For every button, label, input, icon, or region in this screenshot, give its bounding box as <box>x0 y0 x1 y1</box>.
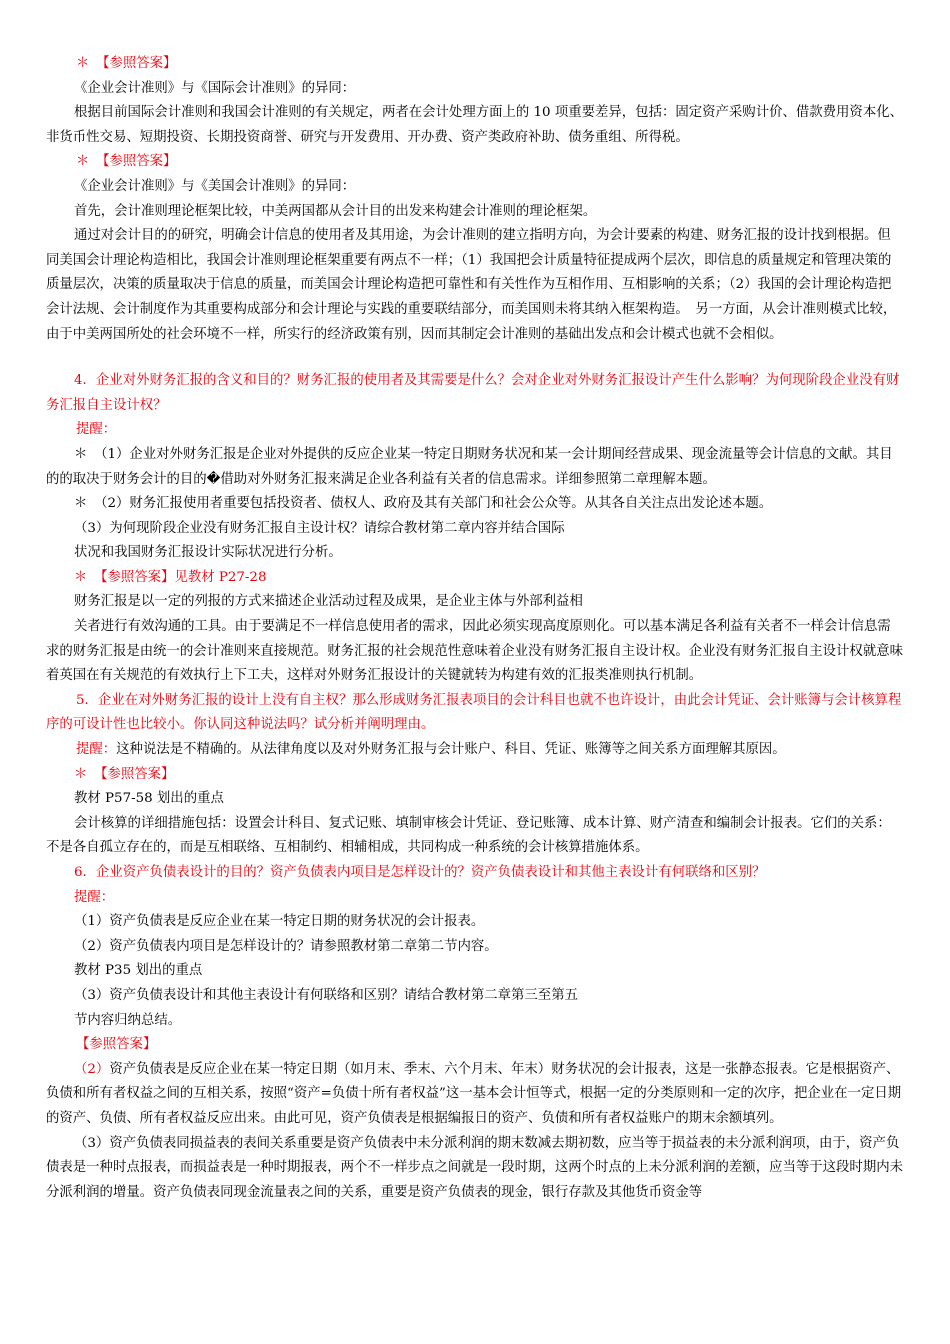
paragraph: 节内容归纳总结。 <box>74 1012 182 1028</box>
paragraph: ＊ （2）财务汇报使用者重要包括投资者、债权人、政府及其有关部门和社会公众等。从其各自关注点出发论述本题。 <box>74 496 773 512</box>
reference-answer-heading: ＊ 【参照答案】 <box>76 154 177 170</box>
question-5: 5．企业在对外财务汇报的设计上没有自主权？那么形成财务汇报表项目的会计科目也就不也许设计，由此会计凭证、会计账簿与会计核算程序的可设计性也比较小。你认同这种说法吗？试分析并阐明理由。 <box>46 692 902 733</box>
question-6: 6．企业资产负债表设计的目的？资产负债表内项目是怎样设计的？资产负债表设计和其他主表设计有何联络和区别？ <box>74 865 766 880</box>
paragraph: （3）为何现阶段企业没有财务汇报自主设计权？请综合教材第二章内容并结合国际 <box>74 520 565 536</box>
reference-answer-heading: ＊ 【参照答案】 <box>76 56 177 71</box>
paragraph: （3）资产负债表设计和其他主表设计有何联络和区别？请结合教材第二章第三至第五 <box>74 987 578 1003</box>
paragraph: （1）资产负债表是反应企业在某一特定日期的财务状况的会计报表。 <box>74 914 485 930</box>
hint-label: 提醒： <box>76 422 117 438</box>
paragraph: （2）资产负债表内项目是怎样设计的？请参照教材第二章第二节内容。 <box>74 938 498 954</box>
paragraph: 《企业会计准则》与《美国会计准则》的异同： <box>74 178 356 194</box>
paragraph: 教材 P35 划出的重点 <box>74 963 203 979</box>
reference-answer-heading: 【参照答案】 <box>76 1037 157 1053</box>
paragraph: 状况和我国财务汇报设计实际状况进行分析。 <box>74 545 342 561</box>
answer-paragraph <box>46 1058 904 1132</box>
item-number: （2） <box>74 1061 110 1077</box>
answer-text: 资产负债表是反应企业在某一特定日期（如月末、季末、六个月末、年末）财务状况的会计报表，这是一张静态报表。它是根据资产、负债和所有者权益之间的互相关系，按照“资产=负债十所有者权益”这一基本会计恒等式，根据一定的分类原则和一定的次序，把企业在一定日期的资产、负债、所有者权益反应出来。由此可见，资产负债表是根据编报日的资产、负债和所有者权益账户的期末余额填列。 <box>46 1061 902 1126</box>
question-4: 4．企业对外财务汇报的含义和目的？财务汇报的使用者及其需要是什么？会对企业对外财务汇报设计产生什么影响？为何现阶段企业没有财务汇报自主设计权？ <box>46 373 900 413</box>
paragraph: 会计核算的详细措施包括：设置会计科目、复式记账、填制审核会计凭证、登记账簿、成本计算、财产清查和编制会计报表。它们的关系：不是各自孤立存在的，而是互相联络、互相制约、相辅相成，共同构成一种系统的会计核算措施体系。 <box>46 815 891 856</box>
reference-answer-heading: ＊ 【参照答案】 <box>74 766 175 782</box>
spacer <box>46 347 904 369</box>
paragraph: 关者进行有效沟通的工具。由于要满足不一样信息使用者的需求，因此必须实现高度原则化。可以基本满足各利益有关者不一样会计信息需求的财务汇报是由统一的会计准则来直接规范。财务汇报的社会规范性意味着企业没有财务汇报自主设计权。企业没有财务汇报自主设计权就意味着英国在有关规范的有效执行上下工夫，这样对外财务汇报设计的关键就转为构建有效的汇报类准则执行机制。 <box>46 619 903 684</box>
hint-label: 提醒： <box>76 742 117 758</box>
paragraph: 根据目前国际会计准则和我国会计准则的有关规定，两者在会计处理方面上的 10 项重要差异，包括：固定资产采购计价、借款费用资本化、非货币性交易、短期投资、长期投资商誉、研究与开发费用、开办费、资产类政府补助、债务重组、所得税。 <box>46 105 903 145</box>
paragraph: （3）资产负债表同损益表的表间关系重要是资产负债表中未分派利润的期末数减去期初数，应当等于损益表的未分派利润项，由于，资产负债表是一种时点报表，而损益表是一种时期报表，两个不一样步点之间就是一段时期，这两个时点的上未分派利润的差额，应当等于这段时期内未分派利润的增量。资产负债表同现金流量表之间的关系，重要是资产负债表的现金，银行存款及其他货币资金等 <box>46 1135 903 1200</box>
paragraph: 《企业会计准则》与《国际会计准则》的异同： <box>74 80 356 96</box>
hint-text: 这种说法是不精确的。从法律角度以及对外财务汇报与会计账户、科目、凭证、账簿等之间关系方面理解其原因。 <box>116 742 786 758</box>
hint-label: 提醒： <box>74 889 115 905</box>
hint-paragraph <box>46 738 904 763</box>
paragraph: 通过对会计目的的研究，明确会计信息的使用者及其用途，为会计准则的建立指明方向，为会计要素的构建、财务汇报的设计找到根据。但同美国会计理论构造相比，我国会计准则理论框架重要有两点不一样；（1）我国把会计质量特征提成两个层次，即信息的质量规定和管理决策的质量层次，决策的质量取决于信息的质量，而美国会计理论构造把可靠性和有关性作为互相作用、互相影响的关系；（2）我国的会计理论构造把会计法规、会计制度作为其重要构成部分和会计理论与实践的重要联结部分，而美国则未将其纳入框架构造。 另一方面，从会计准则模式比较，由于中美两国所处的社会环境不一样，所实行的经济政策有别，因而其制定会计准则的基础出发点和会计模式也就不会相似。 <box>46 228 897 342</box>
paragraph: 首先，会计准则理论框架比较，中美两国都从会计目的出发来构建会计准则的理论框架。 <box>74 203 597 219</box>
paragraph: 财务汇报是以一定的列报的方式来描述企业活动过程及成果，是企业主体与外部利益相 <box>74 594 583 610</box>
paragraph: ＊ （1）企业对外财务汇报是企业对外提供的反应企业某一特定日期财务状况和某一会计期间经营成果、现金流量等会计信息的文献。其目的的取决于财务会计的目的�借助对外财务汇报来满足企业各利益有关者的信息需求。详细参照第二章理解本题。 <box>46 446 893 487</box>
paragraph: 教材 P57-58 划出的重点 <box>74 791 224 807</box>
reference-answer-heading: ＊ 【参照答案】见教材 P27-28 <box>74 569 267 585</box>
